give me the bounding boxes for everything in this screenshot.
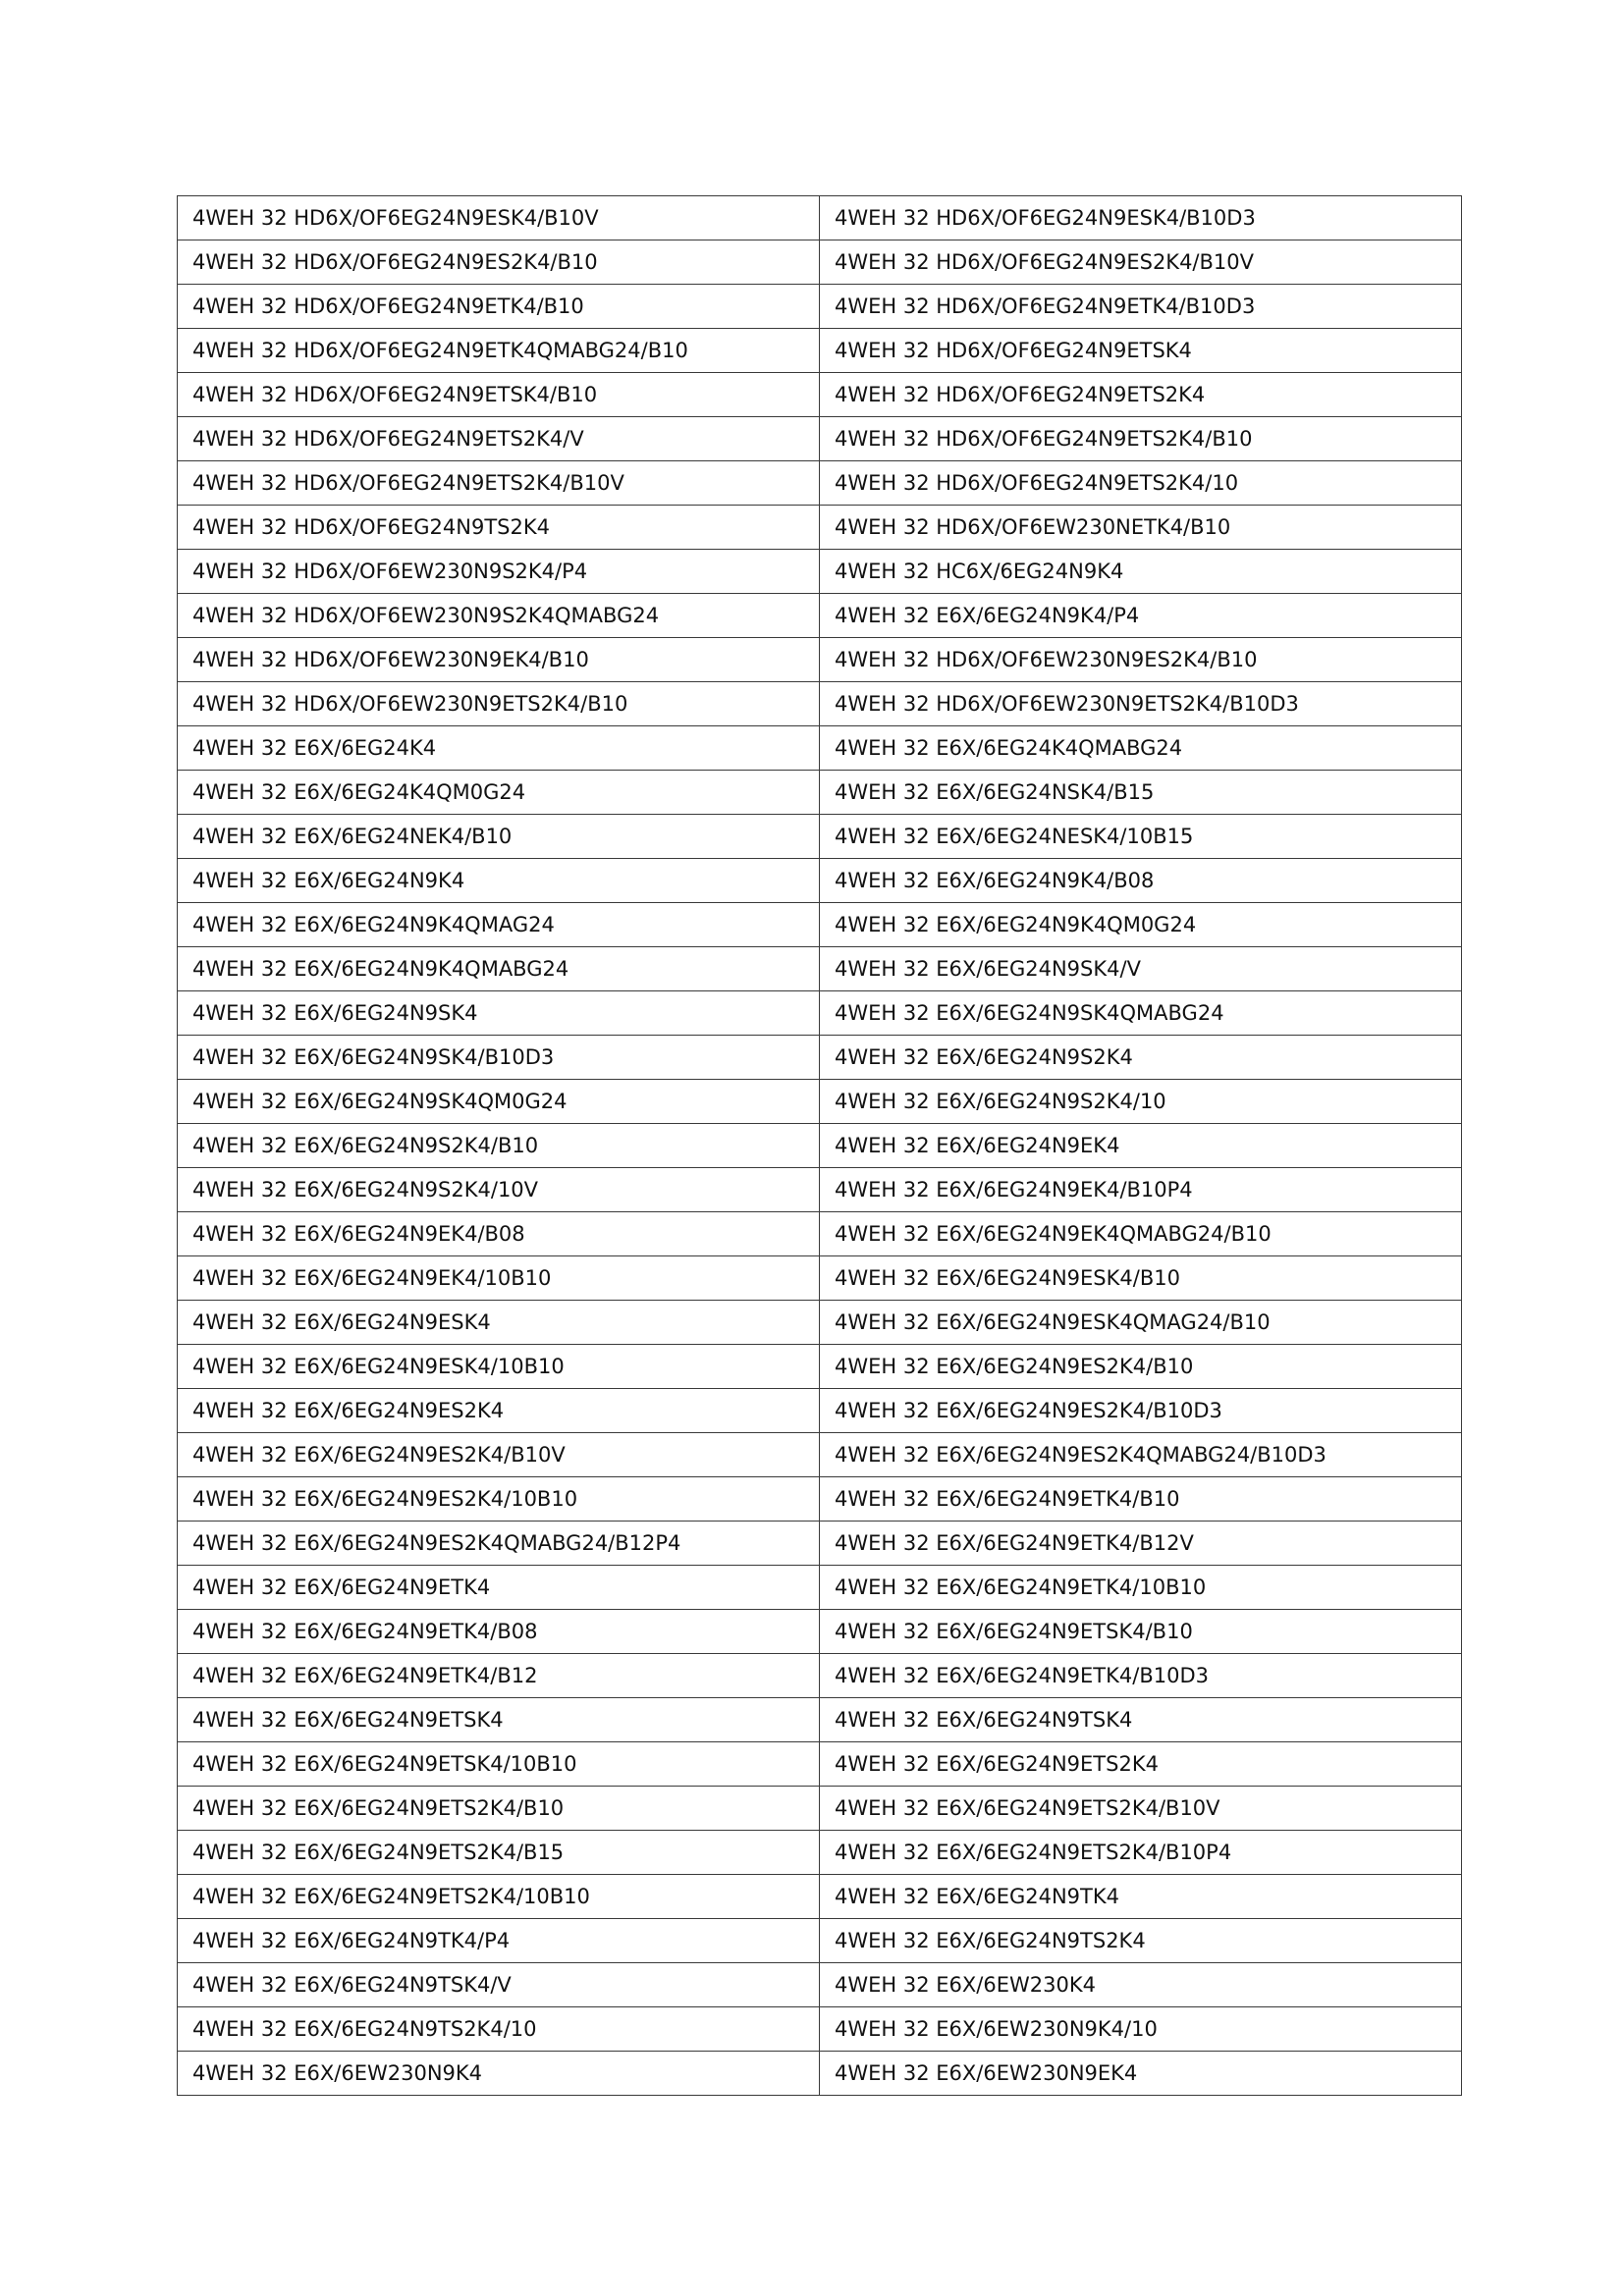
table-row [178, 417, 1462, 461]
table-row [178, 1080, 1462, 1124]
table-row [178, 903, 1462, 947]
table-row [178, 1566, 1462, 1610]
part-number-cell-left: 4WEH 32 HD6X/OF6EG24N9ETSK4/B10 [178, 373, 820, 417]
part-number-cell-left: 4WEH 32 E6X/6EG24K4 [178, 726, 820, 771]
part-number-cell-right: 4WEH 32 E6X/6EG24N9TK4 [820, 1875, 1462, 1919]
part-number-cell-right: 4WEH 32 E6X/6EG24N9ETSK4/B10 [820, 1610, 1462, 1654]
part-number-cell-left: 4WEH 32 E6X/6EG24N9K4QMABG24 [178, 947, 820, 991]
table-row [178, 196, 1462, 240]
part-number-cell-left: 4WEH 32 E6X/6EG24N9EK4/10B10 [178, 1256, 820, 1301]
table-row [178, 1742, 1462, 1787]
table-row [178, 1124, 1462, 1168]
part-number-cell-right: 4WEH 32 E6X/6EG24N9ES2K4/B10D3 [820, 1389, 1462, 1433]
table-row [178, 1168, 1462, 1212]
part-number-cell-right: 4WEH 32 E6X/6EG24N9K4/B08 [820, 859, 1462, 903]
part-number-cell-left: 4WEH 32 E6X/6EG24N9K4QMAG24 [178, 903, 820, 947]
part-number-cell-right: 4WEH 32 HD6X/OF6EW230N9ES2K4/B10 [820, 638, 1462, 682]
part-number-cell-right: 4WEH 32 E6X/6EG24K4QMABG24 [820, 726, 1462, 771]
part-number-cell-right: 4WEH 32 E6X/6EG24N9S2K4/10 [820, 1080, 1462, 1124]
part-number-cell-right: 4WEH 32 E6X/6EG24N9EK4 [820, 1124, 1462, 1168]
table-row [178, 373, 1462, 417]
part-number-cell-left: 4WEH 32 HD6X/OF6EW230N9S2K4/P4 [178, 550, 820, 594]
part-number-cell-right: 4WEH 32 E6X/6EG24N9ES2K4QMABG24/B10D3 [820, 1433, 1462, 1477]
part-number-cell-left: 4WEH 32 E6X/6EG24N9ETS2K4/B15 [178, 1831, 820, 1875]
part-number-cell-left: 4WEH 32 E6X/6EG24N9K4 [178, 859, 820, 903]
table-row [178, 682, 1462, 726]
part-number-cell-right: 4WEH 32 E6X/6EG24N9S2K4 [820, 1036, 1462, 1080]
part-number-cell-left: 4WEH 32 E6X/6EG24N9ESK4/10B10 [178, 1345, 820, 1389]
part-number-cell-left: 4WEH 32 E6X/6EG24N9ES2K4/B10V [178, 1433, 820, 1477]
part-number-cell-right: 4WEH 32 E6X/6EG24N9ETK4/B12V [820, 1522, 1462, 1566]
part-number-cell-right: 4WEH 32 E6X/6EG24N9SK4QMABG24 [820, 991, 1462, 1036]
part-number-cell-left: 4WEH 32 E6X/6EG24N9ETK4/B12 [178, 1654, 820, 1698]
part-number-cell-left: 4WEH 32 HD6X/OF6EG24N9ES2K4/B10 [178, 240, 820, 285]
part-number-cell-left: 4WEH 32 E6X/6EG24N9ETK4/B08 [178, 1610, 820, 1654]
table-row [178, 1654, 1462, 1698]
table-row [178, 771, 1462, 815]
part-number-cell-right: 4WEH 32 HD6X/OF6EW230N9ETS2K4/B10D3 [820, 682, 1462, 726]
part-number-cell-left: 4WEH 32 E6X/6EG24K4QM0G24 [178, 771, 820, 815]
part-number-cell-right: 4WEH 32 E6X/6EW230K4 [820, 1963, 1462, 2007]
table-row [178, 991, 1462, 1036]
part-number-cell-left: 4WEH 32 E6X/6EG24N9ES2K4/10B10 [178, 1477, 820, 1522]
part-number-cell-left: 4WEH 32 E6X/6EG24N9ETS2K4/B10 [178, 1787, 820, 1831]
part-number-cell-left: 4WEH 32 E6X/6EG24N9ESK4 [178, 1301, 820, 1345]
part-number-cell-left: 4WEH 32 E6X/6EW230N9K4 [178, 2052, 820, 2096]
table-row [178, 1036, 1462, 1080]
part-number-cell-right: 4WEH 32 E6X/6EW230N9EK4 [820, 2052, 1462, 2096]
table-row [178, 240, 1462, 285]
part-number-cell-right: 4WEH 32 HD6X/OF6EG24N9ETS2K4/10 [820, 461, 1462, 506]
part-number-cell-right: 4WEH 32 E6X/6EW230N9K4/10 [820, 2007, 1462, 2052]
part-number-cell-left: 4WEH 32 E6X/6EG24N9EK4/B08 [178, 1212, 820, 1256]
part-number-cell-right: 4WEH 32 E6X/6EG24N9ETS2K4/B10P4 [820, 1831, 1462, 1875]
part-number-table-body [178, 196, 1462, 2096]
part-number-cell-right: 4WEH 32 E6X/6EG24N9ETK4/10B10 [820, 1566, 1462, 1610]
table-row [178, 329, 1462, 373]
table-row [178, 2007, 1462, 2052]
part-number-cell-left: 4WEH 32 E6X/6EG24NEK4/B10 [178, 815, 820, 859]
part-number-cell-left: 4WEH 32 HD6X/OF6EG24N9TS2K4 [178, 506, 820, 550]
table-row [178, 1698, 1462, 1742]
part-number-cell-left: 4WEH 32 E6X/6EG24N9S2K4/10V [178, 1168, 820, 1212]
part-number-cell-left: 4WEH 32 HD6X/OF6EW230N9ETS2K4/B10 [178, 682, 820, 726]
table-row [178, 1522, 1462, 1566]
table-row [178, 461, 1462, 506]
part-number-cell-right: 4WEH 32 E6X/6EG24N9ESK4QMAG24/B10 [820, 1301, 1462, 1345]
table-row [178, 1477, 1462, 1522]
table-row [178, 859, 1462, 903]
part-number-cell-right: 4WEH 32 E6X/6EG24N9ETK4/B10 [820, 1477, 1462, 1522]
table-row [178, 1919, 1462, 1963]
table-row [178, 1831, 1462, 1875]
part-number-cell-left: 4WEH 32 HD6X/OF6EW230N9EK4/B10 [178, 638, 820, 682]
part-number-cell-left: 4WEH 32 E6X/6EG24N9ETK4 [178, 1566, 820, 1610]
part-number-cell-left: 4WEH 32 HD6X/OF6EG24N9ESK4/B10V [178, 196, 820, 240]
part-number-cell-left: 4WEH 32 E6X/6EG24N9SK4/B10D3 [178, 1036, 820, 1080]
table-row [178, 726, 1462, 771]
part-number-cell-left: 4WEH 32 E6X/6EG24N9ETSK4 [178, 1698, 820, 1742]
part-number-cell-left: 4WEH 32 E6X/6EG24N9S2K4/B10 [178, 1124, 820, 1168]
part-number-cell-left: 4WEH 32 HD6X/OF6EG24N9ETS2K4/V [178, 417, 820, 461]
part-number-cell-right: 4WEH 32 HD6X/OF6EG24N9ETS2K4/B10 [820, 417, 1462, 461]
table-row [178, 1301, 1462, 1345]
part-number-table [177, 195, 1462, 2096]
part-number-cell-right: 4WEH 32 HD6X/OF6EG24N9ES2K4/B10V [820, 240, 1462, 285]
part-number-cell-right: 4WEH 32 E6X/6EG24N9ES2K4/B10 [820, 1345, 1462, 1389]
part-number-cell-left: 4WEH 32 E6X/6EG24N9TK4/P4 [178, 1919, 820, 1963]
part-number-cell-left: 4WEH 32 E6X/6EG24N9TS2K4/10 [178, 2007, 820, 2052]
part-number-cell-right: 4WEH 32 E6X/6EG24NESK4/10B15 [820, 815, 1462, 859]
table-row [178, 594, 1462, 638]
part-number-cell-right: 4WEH 32 E6X/6EG24N9EK4QMABG24/B10 [820, 1212, 1462, 1256]
part-number-cell-left: 4WEH 32 E6X/6EG24N9ES2K4QMABG24/B12P4 [178, 1522, 820, 1566]
table-row [178, 1389, 1462, 1433]
part-number-cell-right: 4WEH 32 E6X/6EG24N9ETS2K4 [820, 1742, 1462, 1787]
part-number-cell-right: 4WEH 32 HD6X/OF6EG24N9ETK4/B10D3 [820, 285, 1462, 329]
part-number-cell-right: 4WEH 32 HD6X/OF6EW230NETK4/B10 [820, 506, 1462, 550]
table-row [178, 1787, 1462, 1831]
part-number-cell-left: 4WEH 32 E6X/6EG24N9ETSK4/10B10 [178, 1742, 820, 1787]
part-number-cell-left: 4WEH 32 E6X/6EG24N9TSK4/V [178, 1963, 820, 2007]
table-row [178, 1256, 1462, 1301]
table-row [178, 815, 1462, 859]
part-number-cell-right: 4WEH 32 E6X/6EG24N9ETS2K4/B10V [820, 1787, 1462, 1831]
part-number-cell-right: 4WEH 32 HD6X/OF6EG24N9ETSK4 [820, 329, 1462, 373]
part-number-cell-right: 4WEH 32 HD6X/OF6EG24N9ESK4/B10D3 [820, 196, 1462, 240]
table-row [178, 638, 1462, 682]
part-number-cell-right: 4WEH 32 E6X/6EG24N9TS2K4 [820, 1919, 1462, 1963]
table-row [178, 506, 1462, 550]
table-row [178, 2052, 1462, 2096]
part-number-cell-right: 4WEH 32 E6X/6EG24N9K4/P4 [820, 594, 1462, 638]
part-number-cell-right: 4WEH 32 E6X/6EG24N9ESK4/B10 [820, 1256, 1462, 1301]
table-row [178, 1433, 1462, 1477]
part-number-cell-right: 4WEH 32 E6X/6EG24N9ETK4/B10D3 [820, 1654, 1462, 1698]
part-number-cell-left: 4WEH 32 HD6X/OF6EG24N9ETK4/B10 [178, 285, 820, 329]
part-number-cell-right: 4WEH 32 HC6X/6EG24N9K4 [820, 550, 1462, 594]
part-number-cell-right: 4WEH 32 E6X/6EG24N9K4QM0G24 [820, 903, 1462, 947]
part-number-cell-right: 4WEH 32 E6X/6EG24N9EK4/B10P4 [820, 1168, 1462, 1212]
part-number-cell-left: 4WEH 32 HD6X/OF6EG24N9ETK4QMABG24/B10 [178, 329, 820, 373]
table-row [178, 1963, 1462, 2007]
part-number-cell-right: 4WEH 32 E6X/6EG24N9SK4/V [820, 947, 1462, 991]
table-row [178, 1212, 1462, 1256]
table-row [178, 550, 1462, 594]
part-number-cell-left: 4WEH 32 E6X/6EG24N9ES2K4 [178, 1389, 820, 1433]
part-number-cell-left: 4WEH 32 HD6X/OF6EG24N9ETS2K4/B10V [178, 461, 820, 506]
part-number-cell-left: 4WEH 32 E6X/6EG24N9ETS2K4/10B10 [178, 1875, 820, 1919]
part-number-cell-left: 4WEH 32 HD6X/OF6EW230N9S2K4QMABG24 [178, 594, 820, 638]
table-row [178, 947, 1462, 991]
part-number-cell-left: 4WEH 32 E6X/6EG24N9SK4 [178, 991, 820, 1036]
table-row [178, 1875, 1462, 1919]
table-row [178, 285, 1462, 329]
part-number-cell-right: 4WEH 32 E6X/6EG24NSK4/B15 [820, 771, 1462, 815]
table-row [178, 1345, 1462, 1389]
table-row [178, 1610, 1462, 1654]
part-number-cell-right: 4WEH 32 E6X/6EG24N9TSK4 [820, 1698, 1462, 1742]
part-number-cell-right: 4WEH 32 HD6X/OF6EG24N9ETS2K4 [820, 373, 1462, 417]
part-number-cell-left: 4WEH 32 E6X/6EG24N9SK4QM0G24 [178, 1080, 820, 1124]
